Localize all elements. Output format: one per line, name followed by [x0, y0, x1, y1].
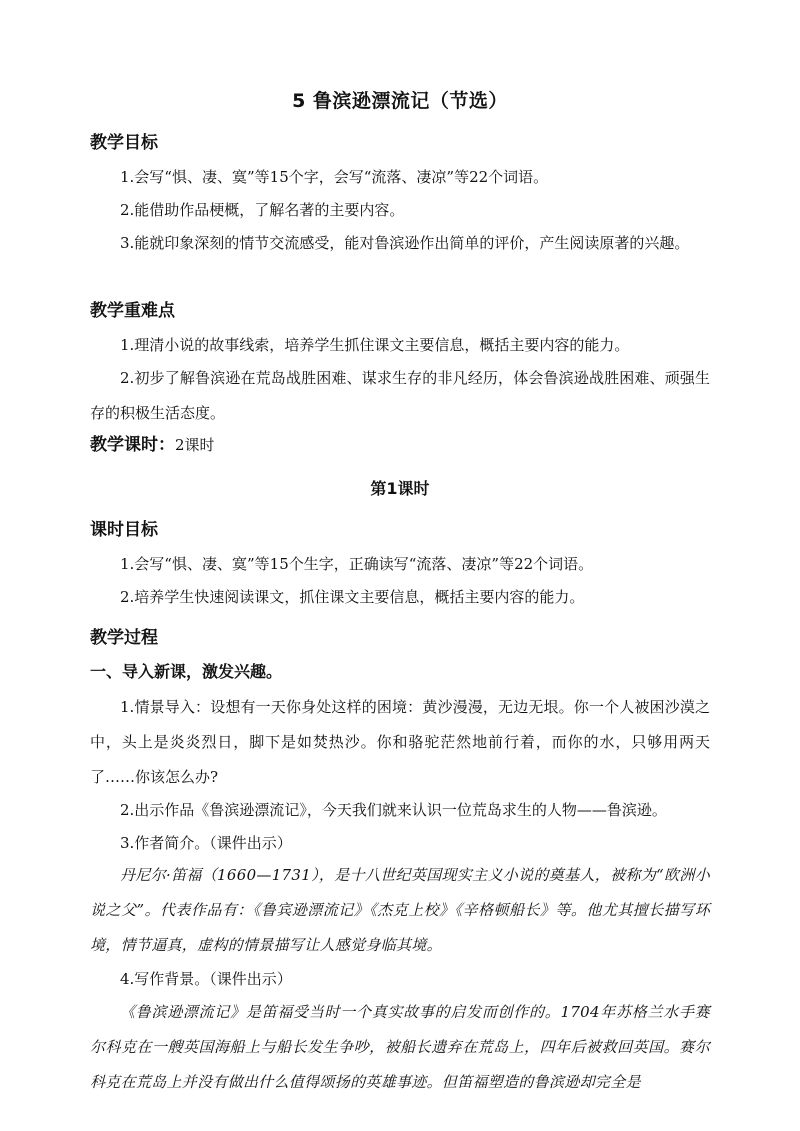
process-paragraph-5: 4.写作背景。（课件出示）: [120, 970, 292, 988]
lesson-goal-item-2: 2.培养学生快速阅读课文，抓住课文主要信息，概括主要内容的能力。: [120, 588, 585, 606]
process-paragraph-3: 3.作者简介。（课件出示）: [120, 834, 292, 852]
key-point-item-1: 1.理清小说的故事线索，培养学生抓住课文主要信息，概括主要内容的能力。: [120, 336, 630, 354]
hours-heading: 教学课时：: [90, 435, 175, 455]
key-points-heading: 教学重难点: [90, 301, 175, 321]
section-1-heading: 一、导入新课，激发兴趣。: [90, 662, 283, 681]
lesson-goals-heading: 课时目标: [90, 520, 158, 540]
background-paragraph: 《鲁滨逊漂流记》是笛福受当时一个真实故事的启发而创作的。1704年苏格兰水手赛尔科克在一艘英国海船上与船长发生争吵，被船长遗弃在荒岛上，四年后被救回英国。赛尔科克在荒岛上并没有做出什么值得颂扬的英雄事迹。但笛福塑造的鲁滨逊却完全是: [90, 1003, 710, 1091]
author-intro-paragraph: 丹尼尔·笛福（1660—1731），是十八世纪英国现实主义小说的奠基人，被称为“欧洲小说之父”。代表作品有：《鲁宾逊漂流记》《杰克上校》《辛格顿船长》等。他尤其擅长描写环境，情节逼真，虚构的情景描写让人感觉身临其境。: [90, 866, 710, 954]
lesson-1-heading: 第1课时: [370, 479, 430, 498]
hours-line: [90, 430, 215, 455]
key-point-item-2: 2.初步了解鲁滨逊在荒岛战胜困难、谋求生存的非凡经历，体会鲁滨逊战胜困难、顽强生存的积极生活态度。: [90, 369, 710, 422]
document-title: 5 鲁滨逊漂流记（节选）: [292, 90, 508, 112]
process-paragraph-1: 1.情景导入：设想有一天你身处这样的困境：黄沙漫漫，无边无垠。你一个人被困沙漠之中，头上是炎炎烈日，脚下是如焚热沙。你和骆驼茫然地前行着，而你的水，只够用两天了……你该怎么办?: [90, 698, 710, 786]
lesson-goal-item-1: 1.会写“惧、凄、寞”等15个生字，正确读写“流落、凄凉”等22个词语。: [120, 555, 594, 573]
goal-item-1: 1.会写“惧、凄、寞”等15个字，会写“流落、凄凉”等22个词语。: [120, 168, 549, 186]
goal-item-2: 2.能借助作品梗概，了解名著的主要内容。: [120, 201, 405, 219]
process-heading: 教学过程: [90, 628, 158, 648]
process-paragraph-2: 2.出示作品《鲁滨逊漂流记》，今天我们就来认识一位荒岛求生的人物——鲁滨逊。: [120, 801, 667, 819]
goal-item-3: 3.能就印象深刻的情节交流感受，能对鲁滨逊作出简单的评价，产生阅读原著的兴趣。: [120, 234, 690, 252]
goals-heading: 教学目标: [90, 133, 158, 153]
hours-value: 2课时: [175, 436, 215, 454]
